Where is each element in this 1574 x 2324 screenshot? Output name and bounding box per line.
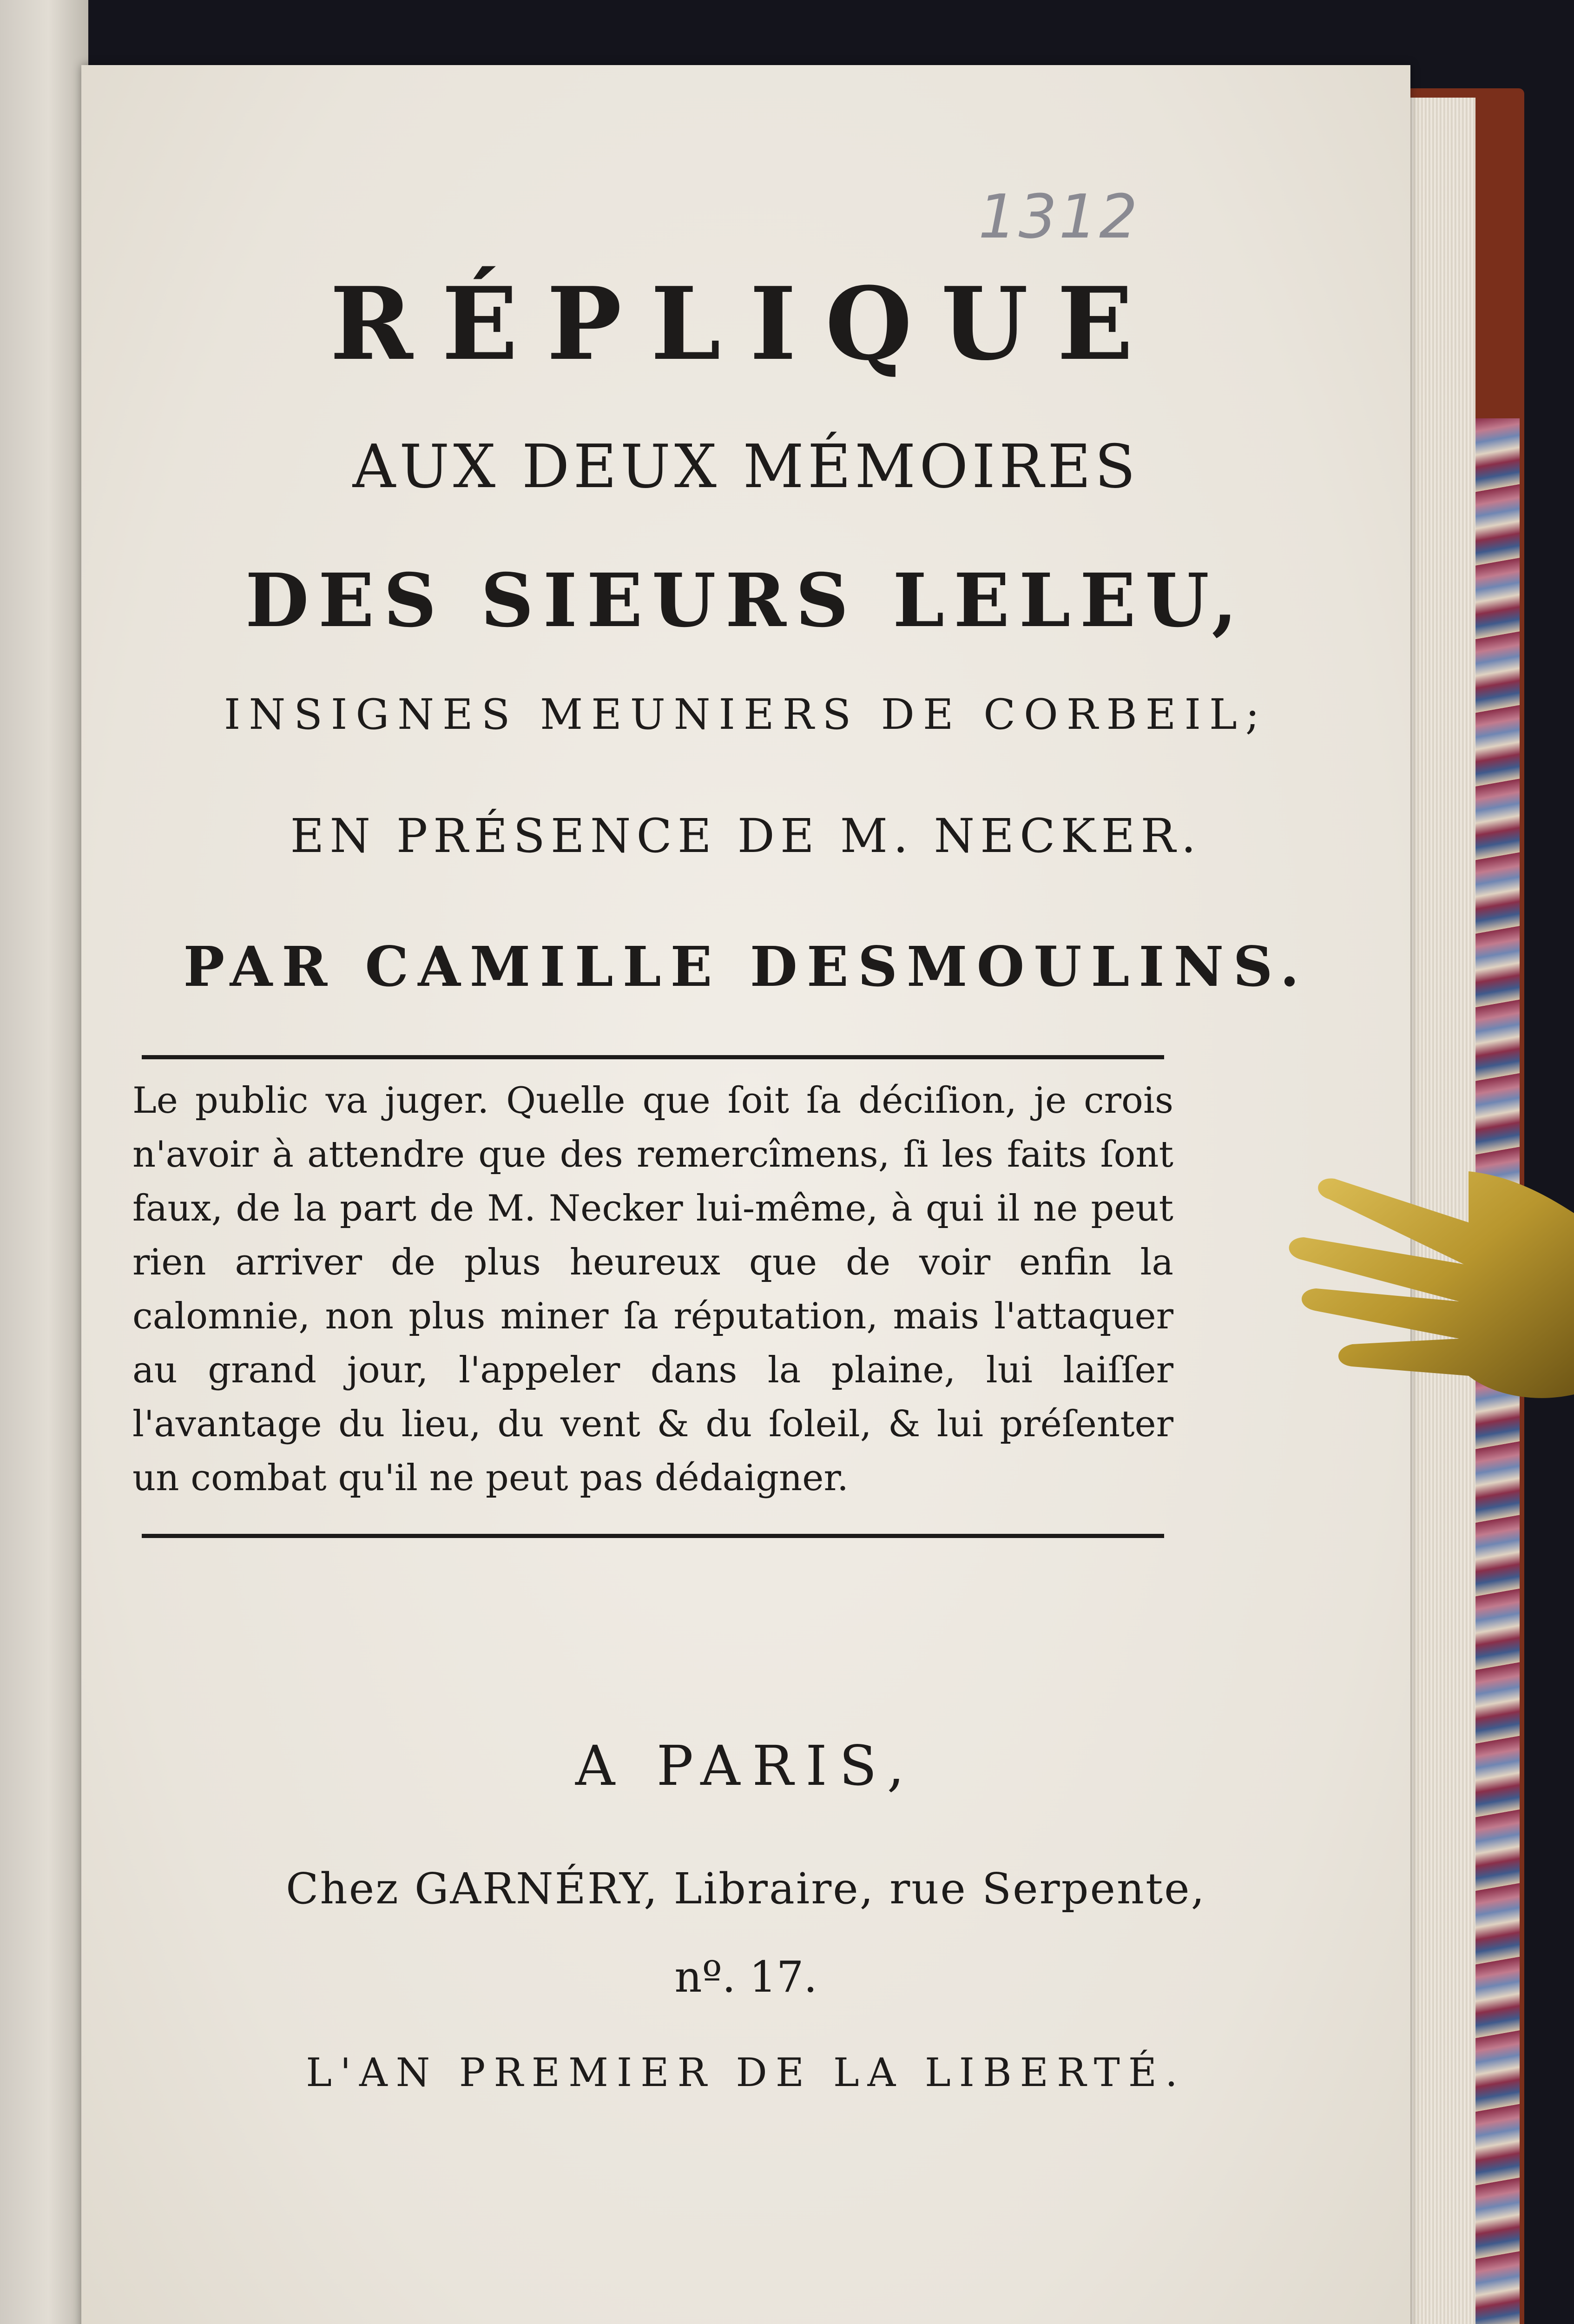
imprint-date: L'AN PREMIER DE LA LIBERTÉ. [306,2050,1186,2095]
title-page [81,65,1410,2324]
subtitle-line-4: EN PRÉSENCE DE M. NECKER. [290,809,1202,863]
imprint-number: nº. 17. [674,1952,817,2002]
imprint-publisher: Chez GARNÉRY, Libraire, rue Serpente, [286,1864,1206,1914]
epigraph [132,1074,1173,1505]
epigraph-text: Le public va juger. Quelle que ſoit ſa déciſion, je crois n'avoir à attendre que des remercîmens, ſi les faits ſont faux, de la part de M. Necker lui-même, à qui il ne peut rien arriver de plus heureux que de voir enfin la calomnie, non plus miner ſa réputation, mais l'attaquer au grand jour, l'appeler dans la plaine, lui laiſſer l'avantage du lieu, du vent & du ſoleil, & lui préſenter un combat qu'il ne peut pas dédaigner. [132,1080,1173,1499]
left-page-edge [0,0,88,2324]
imprint-city: A PARIS, [575,1734,917,1798]
bottom-rule [142,1534,1164,1538]
author-line: PAR CAMILLE DESMOULINS. [183,934,1309,999]
pencil-shelfmark: 1312 [978,181,1139,252]
subtitle-line-2: DES SIEURS LELEU, [245,558,1247,644]
subtitle-line-1: AUX DEUX MÉMOIRES [352,432,1139,502]
brass-hand-page-holder-icon [1273,1106,1574,1478]
top-rule [142,1055,1164,1059]
title: RÉPLIQUE [329,265,1162,383]
subtitle-line-3: INSIGNES MEUNIERS DE CORBEIL; [224,690,1268,739]
